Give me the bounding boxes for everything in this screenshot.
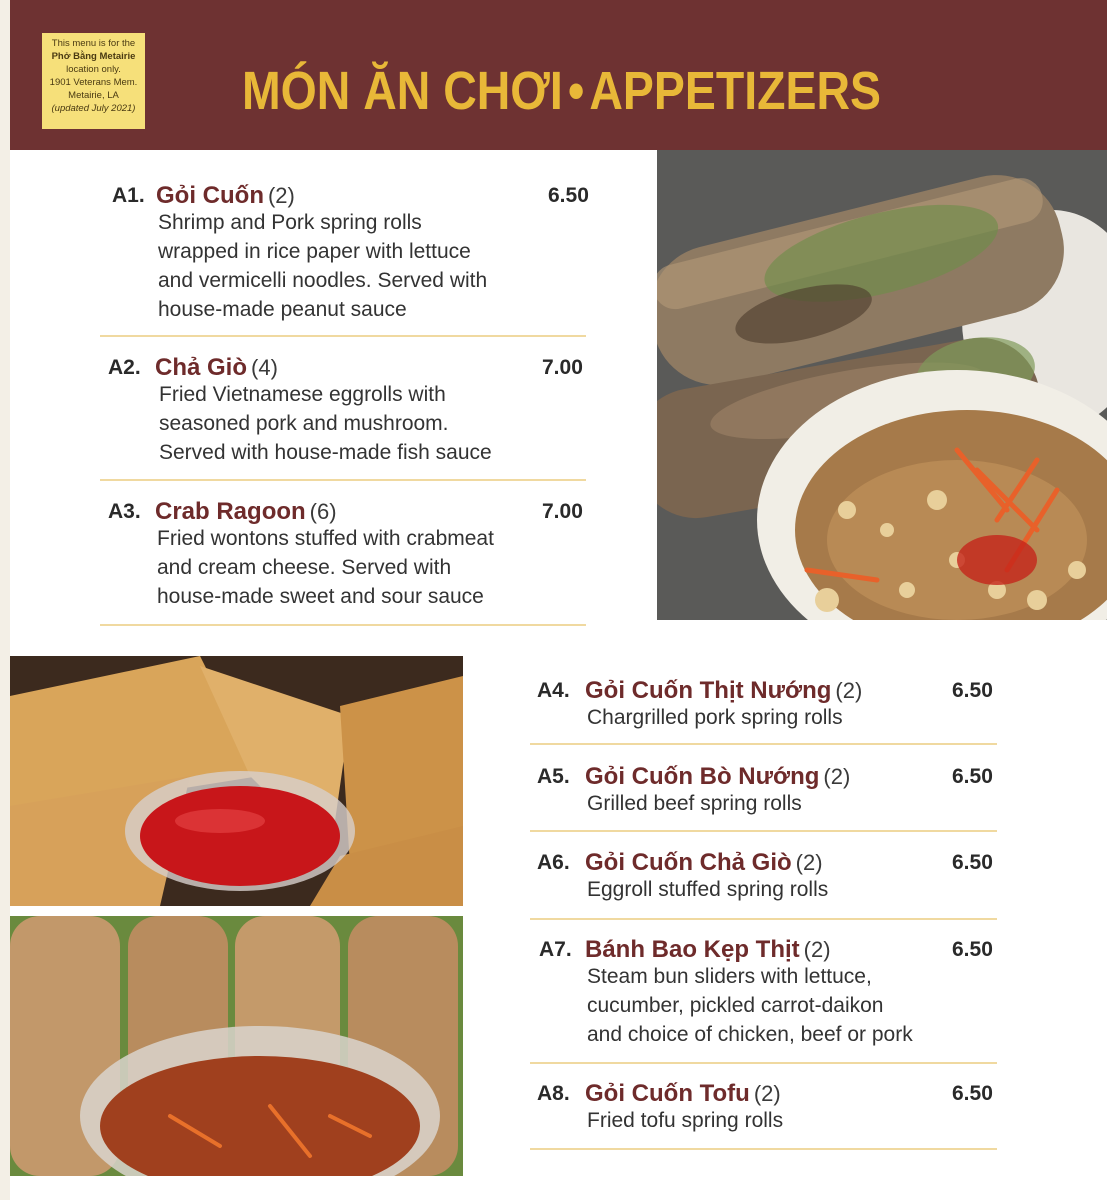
menu-item-a6 bbox=[537, 851, 1007, 911]
item-divider bbox=[530, 743, 997, 745]
item-code: A2. bbox=[108, 356, 141, 379]
item-description bbox=[587, 703, 843, 732]
item-divider bbox=[100, 335, 586, 337]
note-updated: (updated July 2021) bbox=[51, 103, 136, 114]
item-name-text: Gỏi Cuốn Thịt Nướng bbox=[585, 677, 832, 704]
item-divider bbox=[100, 624, 586, 626]
note-line: This menu is for the bbox=[51, 38, 136, 49]
item-divider bbox=[530, 1062, 997, 1064]
menu-page bbox=[10, 0, 1107, 1200]
menu-item-a4 bbox=[537, 679, 1007, 739]
description-line: and vermicelli noodles. Served with bbox=[158, 269, 488, 292]
description-line: Eggroll stuffed spring rolls bbox=[587, 878, 829, 901]
menu-item-a2 bbox=[108, 356, 588, 476]
description-line: wrapped in rice paper with lettuce bbox=[158, 240, 471, 263]
item-description bbox=[587, 875, 828, 904]
item-quantity: (2) bbox=[795, 850, 823, 875]
description-line: cucumber, pickled carrot-daikon bbox=[587, 994, 884, 1017]
description-line: Chargrilled pork spring rolls bbox=[587, 706, 843, 729]
spring-rolls-photo bbox=[657, 150, 1107, 620]
item-price: 6.50 bbox=[952, 938, 993, 961]
description-line: Fried wontons stuffed with crabmeat bbox=[157, 527, 494, 550]
section-title-vietnamese: MÓN ĂN CHƠI bbox=[242, 61, 563, 121]
item-name bbox=[156, 182, 295, 210]
item-name bbox=[585, 677, 862, 705]
item-code: A3. bbox=[108, 500, 141, 523]
item-name-text: Gỏi Cuốn bbox=[156, 182, 264, 209]
item-divider bbox=[100, 479, 586, 481]
item-code: A6. bbox=[537, 851, 570, 874]
item-name-text: Crab Ragoon bbox=[155, 498, 306, 525]
menu-item-a8 bbox=[537, 1082, 1007, 1142]
item-name-text: Gỏi Cuốn Tofu bbox=[585, 1080, 750, 1107]
item-name-text: Gỏi Cuốn Bò Nướng bbox=[585, 763, 820, 790]
section-title bbox=[242, 60, 881, 122]
crab-rangoon-photo bbox=[10, 656, 463, 906]
item-divider bbox=[530, 830, 997, 832]
item-quantity: (2) bbox=[803, 937, 831, 962]
description-line: house-made sweet and sour sauce bbox=[157, 585, 484, 608]
item-name bbox=[155, 498, 337, 526]
item-name bbox=[585, 763, 850, 791]
note-line: location only. bbox=[66, 64, 121, 75]
menu-header bbox=[10, 0, 1107, 150]
menu-item-a3 bbox=[108, 500, 588, 620]
item-price: 6.50 bbox=[952, 765, 993, 788]
item-price: 6.50 bbox=[952, 679, 993, 702]
menu-item-a7 bbox=[539, 938, 1009, 1058]
item-name bbox=[585, 1080, 781, 1108]
item-name bbox=[155, 354, 278, 382]
item-quantity: (6) bbox=[309, 499, 337, 524]
location-note bbox=[42, 33, 145, 129]
item-price: 6.50 bbox=[952, 851, 993, 874]
item-price: 6.50 bbox=[548, 184, 589, 207]
item-divider bbox=[530, 918, 997, 920]
item-quantity: (2) bbox=[823, 764, 851, 789]
item-code: A7. bbox=[539, 938, 572, 961]
description-line: Shrimp and Pork spring rolls bbox=[158, 211, 422, 234]
note-address: 1901 Veterans Mem. bbox=[49, 77, 138, 88]
item-description bbox=[157, 524, 494, 611]
item-quantity: (4) bbox=[251, 355, 278, 380]
description-line: house-made peanut sauce bbox=[158, 298, 407, 321]
item-code: A1. bbox=[112, 184, 145, 207]
egg-rolls-photo bbox=[10, 916, 463, 1176]
description-line: Fried tofu spring rolls bbox=[587, 1109, 784, 1132]
item-quantity: (2) bbox=[835, 678, 863, 703]
note-city: Metairie, LA bbox=[68, 90, 119, 101]
item-price: 7.00 bbox=[542, 500, 583, 523]
title-separator: • bbox=[567, 61, 585, 121]
item-code: A8. bbox=[537, 1082, 570, 1105]
item-description bbox=[158, 208, 487, 324]
item-code: A5. bbox=[537, 765, 570, 788]
item-description bbox=[587, 789, 802, 818]
item-description bbox=[587, 1106, 783, 1135]
menu-item-a5 bbox=[537, 765, 1007, 825]
item-description bbox=[159, 380, 492, 467]
description-line: Served with house-made fish sauce bbox=[159, 441, 492, 464]
item-name bbox=[585, 936, 831, 964]
item-code: A4. bbox=[537, 679, 570, 702]
section-title-english: APPETIZERS bbox=[589, 61, 881, 121]
menu-item-a1 bbox=[112, 184, 592, 334]
item-price: 6.50 bbox=[952, 1082, 993, 1105]
item-name-text: Gỏi Cuốn Chả Giò bbox=[585, 849, 792, 876]
item-price: 7.00 bbox=[542, 356, 583, 379]
item-name bbox=[585, 849, 823, 877]
item-description bbox=[587, 962, 913, 1049]
item-quantity: (2) bbox=[267, 183, 295, 208]
description-line: Steam bun sliders with lettuce, bbox=[587, 965, 872, 988]
note-location-name: Phở Bằng Metairie bbox=[51, 51, 136, 62]
description-line: and cream cheese. Served with bbox=[157, 556, 452, 579]
description-line: Grilled beef spring rolls bbox=[587, 792, 802, 815]
description-line: seasoned pork and mushroom. bbox=[159, 412, 449, 435]
description-line: and choice of chicken, beef or pork bbox=[587, 1023, 913, 1046]
description-line: Fried Vietnamese eggrolls with bbox=[159, 383, 446, 406]
item-divider bbox=[530, 1148, 997, 1150]
item-name-text: Bánh Bao Kẹp Thịt bbox=[585, 936, 800, 963]
item-quantity: (2) bbox=[753, 1081, 781, 1106]
item-name-text: Chả Giò bbox=[155, 354, 248, 381]
